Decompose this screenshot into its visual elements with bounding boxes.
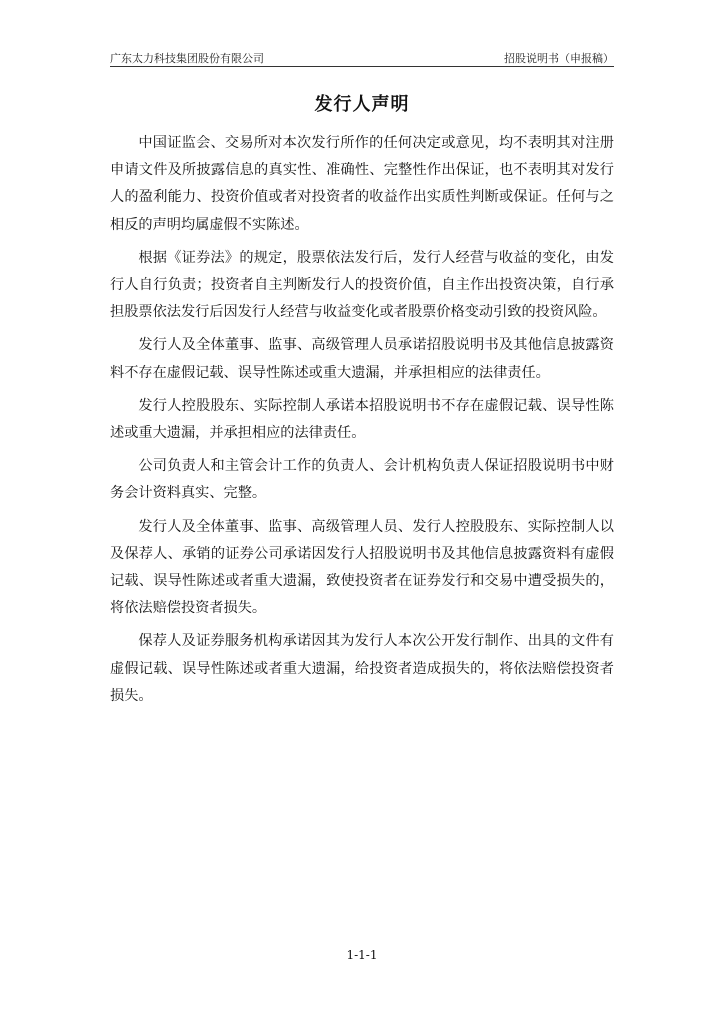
statement-paragraph-1: 中国证监会、交易所对本次发行所作的任何决定或意见，均不表明其对注册申请文件及所披露信息的真实性、准确性、完整性作出保证，也不表明其对发行人的盈利能力、投资价值或者对投资者的收益作出实质性判断或保证。任何与之相反的声明均属虚假不实陈述。	[110, 135, 614, 233]
statement-paragraph-7: 保荐人及证券服务机构承诺因其为发行人本次公开发行制作、出具的文件有虚假记载、误导性陈述或者重大遗漏，给投资者造成损失的，将依法赔偿投资者损失。	[110, 633, 614, 704]
header-divider	[110, 66, 614, 67]
statement-paragraph-5: 公司负责人和主管会计工作的负责人、会计机构负责人保证招股说明书中财务会计资料真实、完整。	[110, 458, 614, 502]
statement-body	[110, 130, 614, 716]
page-title: 发行人声明	[314, 94, 410, 115]
header-document-type: 招股说明书（申报稿）	[504, 52, 614, 65]
statement-paragraph-4: 发行人控股股东、实际控制人承诺本招股说明书不存在虚假记载、误导性陈述或重大遗漏，并承担相应的法律责任。	[110, 397, 614, 442]
statement-paragraph-6: 发行人及全体董事、监事、高级管理人员、发行人控股股东、实际控制人以及保荐人、承销的证券公司承诺因发行人招股说明书及其他信息披露资料有虚假记载、误导性陈述或者重大遗漏，致使投资者在证券发行和交易中遭受损失的，将依法赔偿投资者损失。	[110, 518, 614, 617]
header-company-name: 广东太力科技集团股份有限公司	[110, 52, 264, 65]
statement-paragraph-2: 根据《证券法》的规定，股票依法发行后，发行人经营与收益的变化，由发行人自行负责；投资者自主判断发行人的投资价值，自主作出投资决策，自行承担股票依法发行后因发行人经营与收益变化或者股票价格变动引致的投资风险。	[110, 249, 614, 321]
statement-paragraph-3: 发行人及全体董事、监事、高级管理人员承诺招股说明书及其他信息披露资料不存在虚假记载、误导性陈述或重大遗漏，并承担相应的法律责任。	[110, 337, 614, 381]
page-number: 1-1-1	[346, 948, 378, 962]
